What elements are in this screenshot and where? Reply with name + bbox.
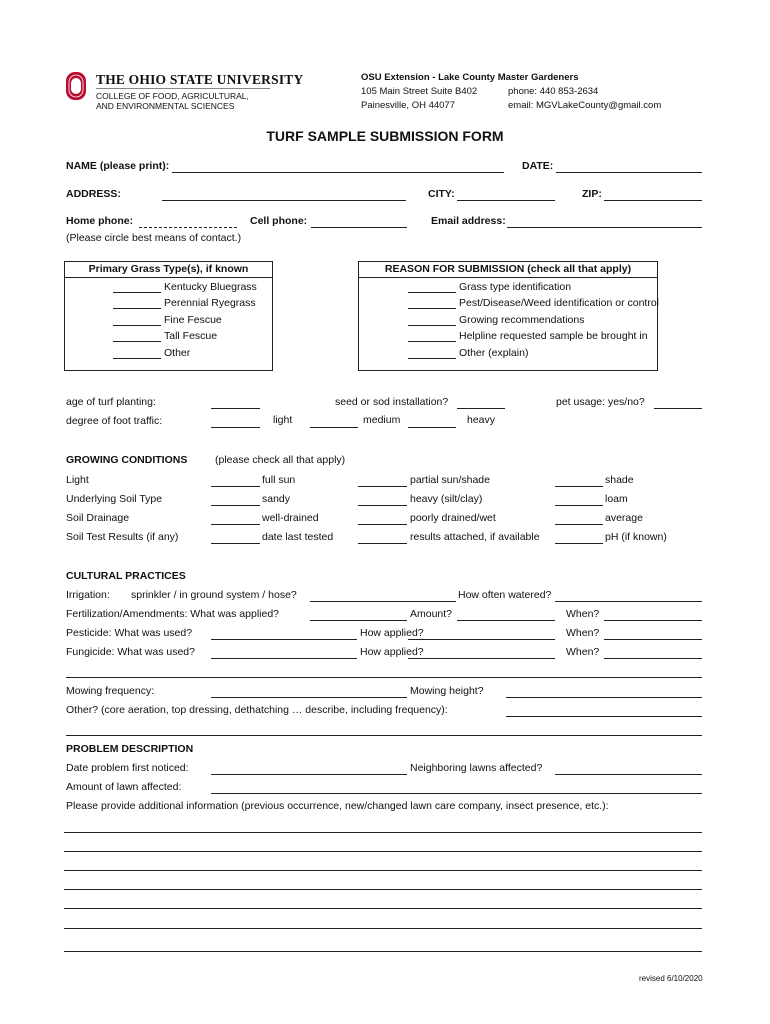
cultural-extra-line[interactable]: [66, 677, 702, 678]
growing-option: average: [605, 512, 643, 524]
fung-when-label: When?: [566, 646, 600, 658]
traffic-medium-check[interactable]: [310, 427, 358, 428]
grass-item: Tall Fescue: [164, 330, 218, 342]
growing-option: date last tested: [262, 531, 334, 543]
growing-check[interactable]: [358, 505, 407, 506]
grass-item: Other: [164, 347, 191, 359]
traffic-label: degree of foot traffic:: [66, 415, 163, 427]
zip-label: ZIP:: [582, 188, 602, 200]
traffic-medium: medium: [363, 414, 401, 426]
email-field[interactable]: [507, 227, 702, 228]
growing-check[interactable]: [211, 505, 260, 506]
seed-label: seed or sod installation?: [335, 396, 449, 408]
grass-type-title: Primary Grass Type(s), if known: [65, 262, 272, 278]
amount-affected-field[interactable]: [211, 793, 702, 794]
grass-check-line[interactable]: [113, 325, 161, 326]
mowing-height-field[interactable]: [506, 697, 702, 698]
growing-option: partial sun/shade: [410, 474, 490, 486]
growing-row-label: Soil Test Results (if any): [66, 531, 179, 543]
address-label: ADDRESS:: [66, 188, 121, 200]
fertilization-label: Fertilization/Amendments: What was applied?: [66, 608, 280, 620]
fert-when-field[interactable]: [604, 620, 702, 621]
grass-check-line[interactable]: [113, 292, 161, 293]
amount-affected-label: Amount of lawn affected:: [66, 781, 182, 793]
growing-option: poorly drained/wet: [410, 512, 496, 524]
additional-info-line[interactable]: [64, 951, 702, 952]
reason-check-line[interactable]: [408, 308, 456, 309]
org-address-2: Painesville, OH 44077: [361, 100, 455, 111]
grass-check-line[interactable]: [113, 341, 161, 342]
home-phone-label: Home phone:: [66, 215, 134, 227]
additional-info-line[interactable]: [64, 928, 702, 929]
org-phone: phone: 440 853-2634: [508, 86, 599, 97]
mowing-frequency-field[interactable]: [211, 697, 407, 698]
reason-check-line[interactable]: [408, 325, 456, 326]
irrigation-label: Irrigation:: [66, 589, 110, 601]
address-field[interactable]: [162, 200, 406, 201]
home-phone-field[interactable]: [139, 227, 237, 228]
pesticide-label: Pesticide: What was used?: [66, 627, 193, 639]
name-field[interactable]: [172, 172, 504, 173]
other-practices-label: Other? (core aeration, top dressing, dethatching … describe, including frequency):: [66, 704, 448, 716]
city-label: CITY:: [428, 188, 455, 200]
other-practices-line-2[interactable]: [66, 735, 702, 736]
growing-check[interactable]: [555, 486, 603, 487]
pet-label: pet usage: yes/no?: [556, 396, 645, 408]
reason-check-line[interactable]: [408, 341, 456, 342]
reason-item: Helpline requested sample be brought in: [459, 330, 648, 342]
growing-option: pH (if known): [605, 531, 667, 543]
zip-field[interactable]: [604, 200, 702, 201]
cultural-title: CULTURAL PRACTICES: [66, 570, 186, 582]
growing-check[interactable]: [211, 486, 260, 487]
growing-check[interactable]: [358, 486, 407, 487]
growing-check[interactable]: [358, 524, 407, 525]
fung-how-applied-field[interactable]: [408, 658, 555, 659]
amount-label: Amount?: [410, 608, 453, 620]
problem-title: PROBLEM DESCRIPTION: [66, 743, 194, 755]
growing-note: (please check all that apply): [215, 454, 346, 466]
growing-check[interactable]: [555, 543, 603, 544]
growing-option: results attached, if available: [410, 531, 540, 543]
org-name: OSU Extension - Lake County Master Gardeners: [361, 72, 579, 83]
grass-check-line[interactable]: [113, 308, 161, 309]
cell-phone-label: Cell phone:: [250, 215, 308, 227]
university-name: THE OHIO STATE UNIVERSITY: [96, 72, 304, 87]
how-often-field[interactable]: [555, 601, 702, 602]
grass-item: Kentucky Bluegrass: [164, 281, 257, 293]
mowing-frequency-label: Mowing frequency:: [66, 685, 155, 697]
form-title: TURF SAMPLE SUBMISSION FORM: [266, 128, 504, 144]
irrigation-options: sprinkler / in ground system / hose?: [131, 589, 297, 601]
growing-title: GROWING CONDITIONS: [66, 454, 188, 466]
college-line-2: AND ENVIRONMENTAL SCIENCES: [96, 101, 235, 111]
growing-check[interactable]: [555, 505, 603, 506]
seed-field[interactable]: [457, 408, 505, 409]
age-label: age of turf planting:: [66, 396, 156, 408]
additional-info-line[interactable]: [64, 851, 702, 852]
org-address-1: 105 Main Street Suite B402: [361, 86, 478, 97]
additional-info-line[interactable]: [64, 908, 702, 909]
other-practices-field[interactable]: [506, 716, 702, 717]
college-line-1: COLLEGE OF FOOD, AGRICULTURAL,: [96, 91, 249, 101]
mowing-height-label: Mowing height?: [410, 685, 484, 697]
additional-info-line[interactable]: [64, 832, 702, 833]
first-noticed-label: Date problem first noticed:: [66, 762, 189, 774]
pest-when-label: When?: [566, 627, 600, 639]
fertilization-field[interactable]: [310, 620, 407, 621]
amount-field[interactable]: [457, 620, 555, 621]
grass-item: Fine Fescue: [164, 314, 222, 326]
reason-item: Growing recommendations: [459, 314, 585, 326]
traffic-heavy-check[interactable]: [408, 427, 456, 428]
neighbor-field[interactable]: [555, 774, 702, 775]
growing-option: well-drained: [262, 512, 319, 524]
fungicide-field[interactable]: [211, 658, 357, 659]
pesticide-field[interactable]: [211, 639, 357, 640]
age-field[interactable]: [211, 408, 260, 409]
date-label: DATE:: [522, 160, 554, 172]
date-field[interactable]: [556, 172, 702, 173]
logo-divider: [96, 88, 270, 89]
growing-option: shade: [605, 474, 634, 486]
reason-item: Pest/Disease/Weed identification or control: [459, 297, 659, 309]
fert-when-label: When?: [566, 608, 600, 620]
osu-block-o-logo: [65, 71, 87, 101]
reason-item: Grass type identification: [459, 281, 572, 293]
first-noticed-field[interactable]: [211, 774, 407, 775]
irrigation-field[interactable]: [310, 601, 456, 602]
additional-info-label: Please provide additional information (previous occurrence, new/changed lawn care company, insect presence, etc.):: [66, 800, 609, 812]
growing-check[interactable]: [211, 543, 260, 544]
pest-how-applied-field[interactable]: [408, 639, 555, 640]
cell-phone-field[interactable]: [311, 227, 407, 228]
growing-option: sandy: [262, 493, 291, 505]
growing-option: loam: [605, 493, 628, 505]
reason-item: Other (explain): [459, 347, 529, 359]
grass-item: Perennial Ryegrass: [164, 297, 256, 309]
pet-field[interactable]: [654, 408, 702, 409]
growing-row-label: Light: [66, 474, 89, 486]
reason-title: REASON FOR SUBMISSION (check all that apply): [359, 262, 657, 278]
growing-option: heavy (silt/clay): [410, 493, 483, 505]
reason-check-line[interactable]: [408, 358, 456, 359]
org-email: email: MGVLakeCounty@gmail.com: [508, 100, 662, 111]
email-label: Email address:: [431, 215, 506, 227]
fung-how-applied-label: How applied?: [360, 646, 424, 658]
growing-option: full sun: [262, 474, 296, 486]
name-label: NAME (please print):: [66, 160, 170, 172]
growing-row-label: Underlying Soil Type: [66, 493, 163, 505]
growing-check[interactable]: [211, 524, 260, 525]
neighbor-label: Neighboring lawns affected?: [410, 762, 543, 774]
growing-check[interactable]: [555, 524, 603, 525]
contact-circle-note: (Please circle best means of contact.): [66, 232, 242, 244]
fungicide-label: Fungicide: What was used?: [66, 646, 195, 658]
additional-info-line[interactable]: [64, 870, 702, 871]
revised-date: revised 6/10/2020: [639, 974, 703, 983]
how-often-label: How often watered?: [458, 589, 552, 601]
traffic-heavy: heavy: [467, 414, 496, 426]
reason-check-line[interactable]: [408, 292, 456, 293]
city-field[interactable]: [457, 200, 555, 201]
growing-check[interactable]: [358, 543, 407, 544]
traffic-light: light: [273, 414, 293, 426]
pest-how-applied-label: How applied?: [360, 627, 424, 639]
pest-when-field[interactable]: [604, 639, 702, 640]
traffic-light-check[interactable]: [211, 427, 260, 428]
grass-check-line[interactable]: [113, 358, 161, 359]
fung-when-field[interactable]: [604, 658, 702, 659]
additional-info-line[interactable]: [64, 889, 702, 890]
growing-row-label: Soil Drainage: [66, 512, 130, 524]
